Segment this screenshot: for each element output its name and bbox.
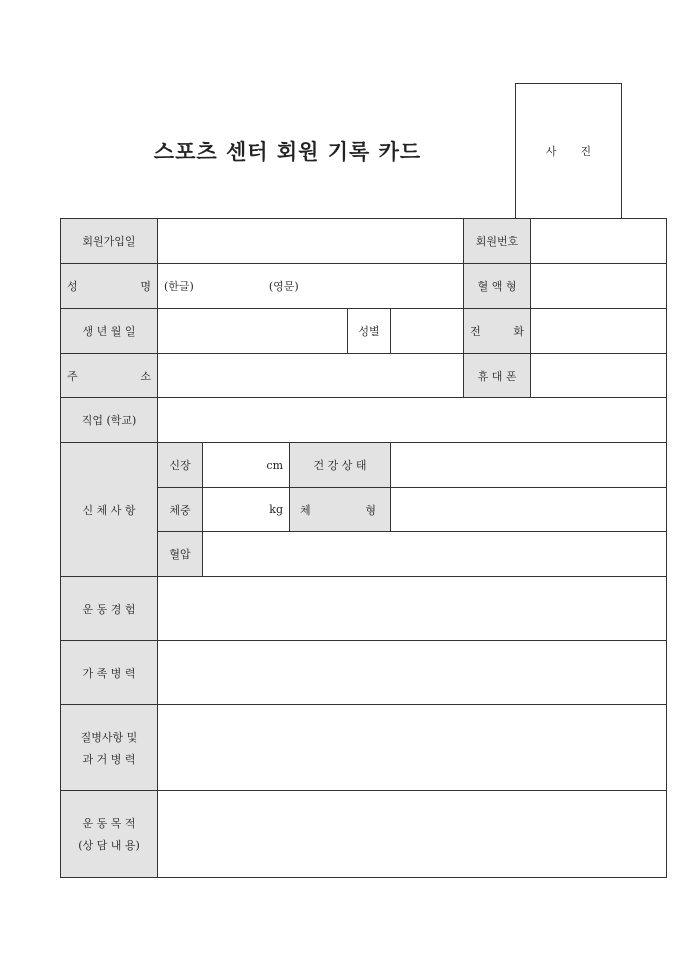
phone-label: 전 화 xyxy=(464,309,531,354)
weight-unit: kg xyxy=(269,503,283,516)
health-field[interactable] xyxy=(391,443,667,488)
member-no-field[interactable] xyxy=(531,219,667,264)
disease-history-field[interactable] xyxy=(158,705,667,791)
photo-label-2: 진 xyxy=(580,145,592,158)
blood-type-label: 혈 액 형 xyxy=(464,264,531,309)
gender-field[interactable] xyxy=(391,309,464,354)
blood-pressure-field[interactable] xyxy=(203,532,667,577)
photo-label-1: 사 xyxy=(545,145,557,158)
job-field[interactable] xyxy=(158,398,667,443)
body-info-label: 신 체 사 항 xyxy=(61,443,158,577)
blood-type-field[interactable] xyxy=(531,264,667,309)
family-history-label: 가 족 병 력 xyxy=(61,641,158,705)
disease-history-label: 질병사항 및 과 거 병 력 xyxy=(61,705,158,791)
member-record-table xyxy=(60,218,667,878)
height-unit: cm xyxy=(266,458,283,472)
form-title: 스포츠 센터 회원 기록 카드 xyxy=(153,138,422,164)
weight-field[interactable] xyxy=(203,488,290,532)
name-en-label: (영문) xyxy=(268,280,299,293)
address-label: 주 소 xyxy=(61,354,158,398)
build-field[interactable] xyxy=(391,488,667,532)
exercise-experience-label: 운 동 경 험 xyxy=(61,577,158,641)
blood-pressure-label: 혈압 xyxy=(158,532,203,577)
join-date-label: 회원가입일 xyxy=(61,219,158,264)
phone-field[interactable] xyxy=(531,309,667,354)
exercise-purpose-label: 운 동 목 적 (상 담 내 용) xyxy=(61,791,158,878)
member-no-label: 회원번호 xyxy=(464,219,531,264)
name-label: 성 명 xyxy=(61,264,158,309)
exercise-purpose-field[interactable] xyxy=(158,791,667,878)
birth-date-label: 생 년 월 일 xyxy=(61,309,158,354)
height-label: 신장 xyxy=(158,443,203,488)
birth-date-field[interactable] xyxy=(158,309,348,354)
photo-box xyxy=(515,83,622,218)
family-history-field[interactable] xyxy=(158,641,667,705)
join-date-field[interactable] xyxy=(158,219,464,264)
address-field[interactable] xyxy=(158,354,464,398)
mobile-field[interactable] xyxy=(531,354,667,398)
weight-label: 체중 xyxy=(158,488,203,532)
build-label: 체 형 xyxy=(290,488,391,532)
health-label: 건 강 상 태 xyxy=(290,443,391,488)
height-field[interactable] xyxy=(203,443,290,488)
name-kr-label: (한글) xyxy=(164,280,194,293)
gender-label: 성별 xyxy=(348,309,391,354)
mobile-label: 휴 대 폰 xyxy=(464,354,531,398)
job-label: 직업 (학교) xyxy=(61,398,158,443)
name-field[interactable] xyxy=(158,264,464,309)
exercise-experience-field[interactable] xyxy=(158,577,667,641)
